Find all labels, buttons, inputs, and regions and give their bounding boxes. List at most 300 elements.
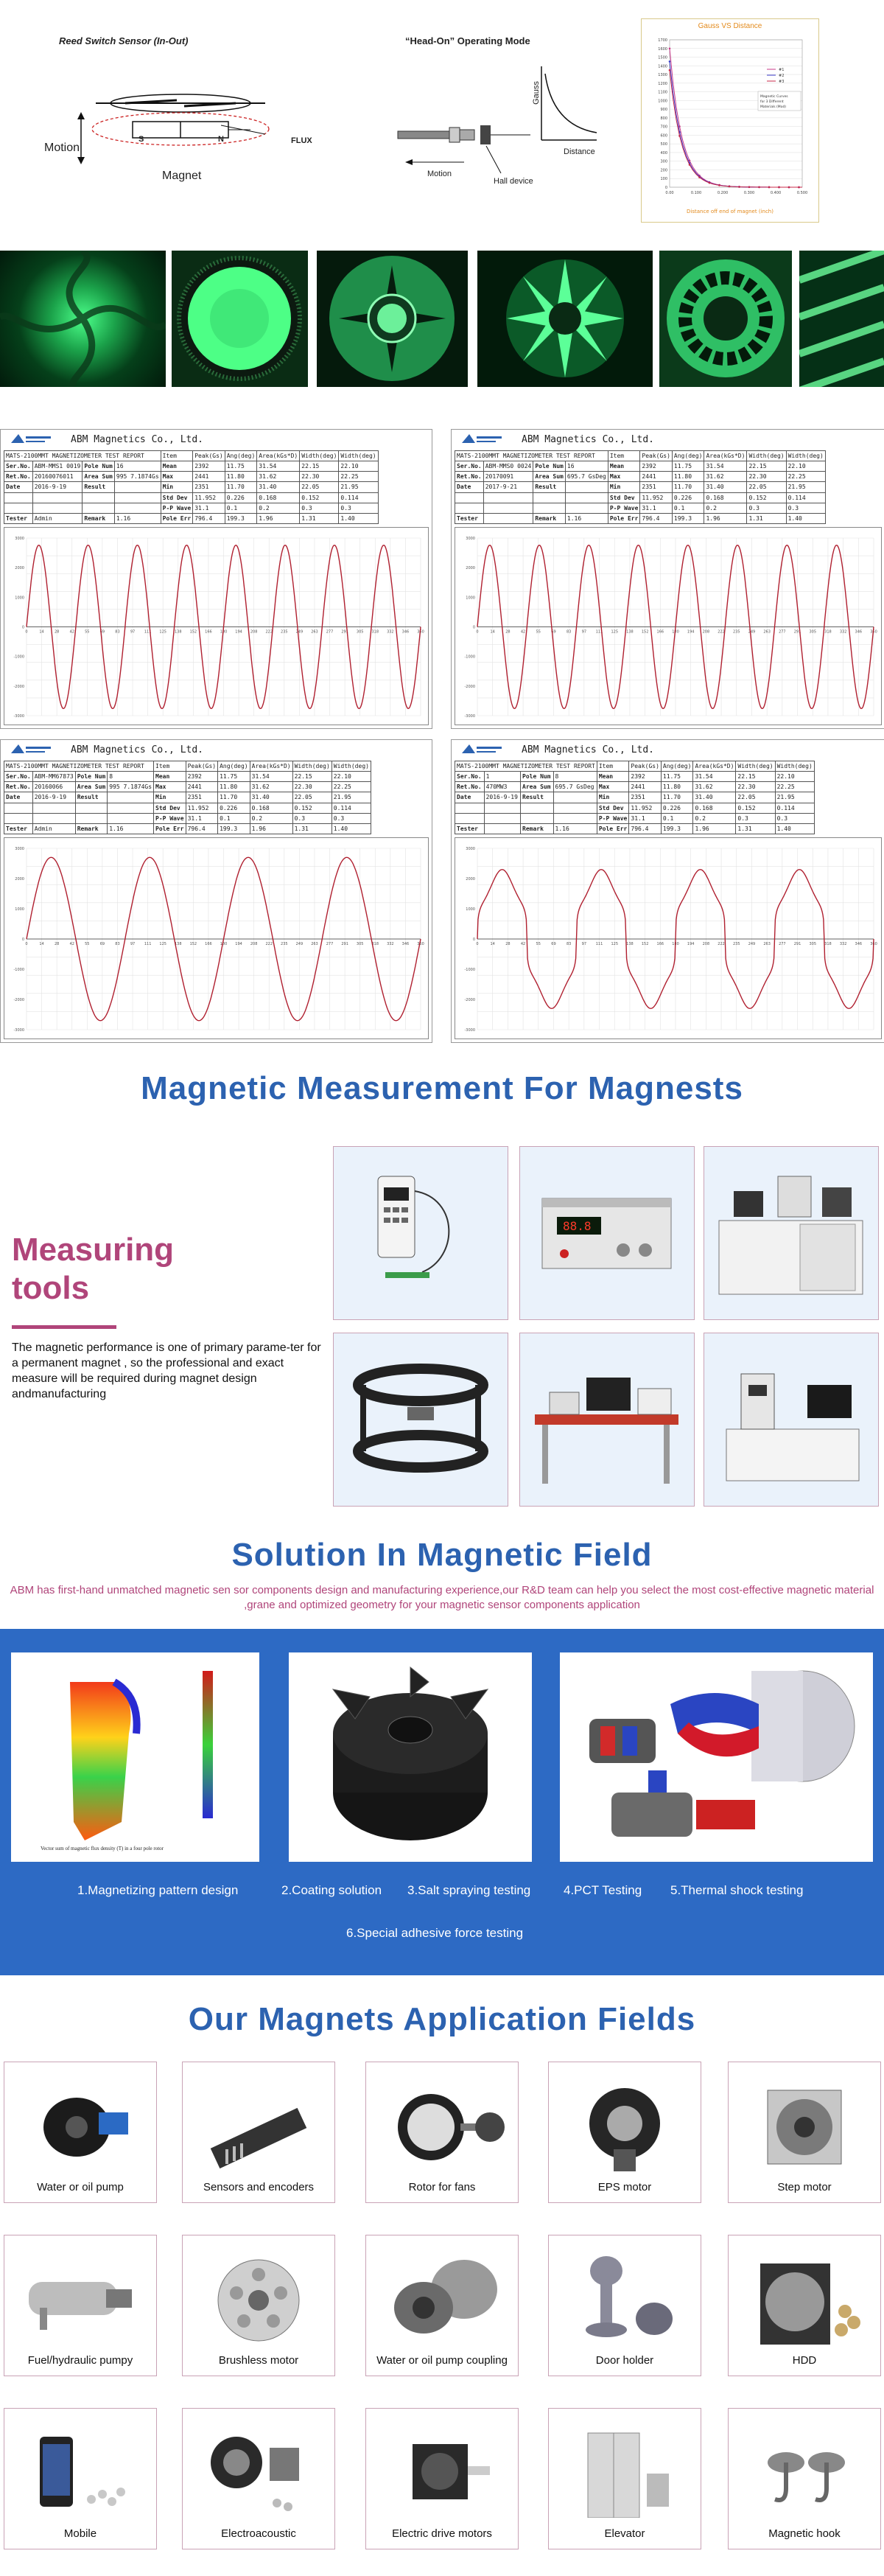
report-row xyxy=(455,813,815,823)
report-table xyxy=(4,450,379,524)
wave-ytick: 0 xyxy=(21,938,24,942)
mobile-image xyxy=(18,2422,143,2518)
wave-ytick: -1000 xyxy=(464,655,475,660)
report-cell xyxy=(483,503,533,513)
wave-xtick: 0 xyxy=(476,942,479,946)
report-cell: 796.4 xyxy=(193,513,225,523)
wave-xtick: 235 xyxy=(281,629,288,635)
report-cell: 11.952 xyxy=(193,492,225,503)
wave-xtick: 263 xyxy=(763,942,771,946)
wave-xtick: 360 xyxy=(417,629,424,635)
report-row xyxy=(455,803,815,813)
report-cell: 2392 xyxy=(193,461,225,472)
report-cell: 0.114 xyxy=(786,492,825,503)
report-cell: 2441 xyxy=(186,782,218,792)
report-cell: 0.168 xyxy=(704,492,747,503)
wave-xtick: 83 xyxy=(566,942,572,946)
report-cell: 20170091 xyxy=(483,472,533,482)
report-cell: Remark xyxy=(533,513,566,523)
application-tile-water-pump xyxy=(4,2062,157,2203)
report-row xyxy=(455,792,815,803)
wave-ytick: -3000 xyxy=(13,714,24,719)
report-cell: 0.3 xyxy=(300,503,339,513)
wave-xtick: 332 xyxy=(839,629,847,635)
application-label: Brushless motor xyxy=(218,2354,299,2367)
report-waveform-chart xyxy=(4,838,428,1039)
wave-ytick: -1000 xyxy=(13,655,24,660)
wave-xtick: 152 xyxy=(189,942,197,946)
application-label: Rotor for fans xyxy=(408,2181,476,2193)
report-cell: 1.96 xyxy=(257,513,300,523)
report-cell: 2351 xyxy=(629,792,662,803)
wave-xtick: 166 xyxy=(656,629,664,635)
report-row xyxy=(455,461,826,472)
report-cell xyxy=(75,803,108,813)
report-cell xyxy=(484,823,520,834)
report-cell: 11.70 xyxy=(661,792,693,803)
wave-ytick: 2000 xyxy=(15,877,24,882)
wave-ytick: 2000 xyxy=(15,566,24,571)
report-row xyxy=(455,451,826,461)
wave-xtick: 305 xyxy=(356,629,364,635)
report-cell: Mean xyxy=(597,772,629,782)
reed-flux-label: FLUX xyxy=(291,136,312,145)
report-cell: 2017-9-21 xyxy=(483,482,533,492)
field-pattern-image xyxy=(172,251,308,387)
wave-xtick: 55 xyxy=(85,942,90,946)
report-cell: Pole Num xyxy=(521,772,554,782)
wave-xtick: 360 xyxy=(870,629,877,635)
report-cell xyxy=(83,492,115,503)
report-cell: 31.54 xyxy=(250,772,292,782)
report-cell: 1.16 xyxy=(565,513,608,523)
report-chart-frame xyxy=(4,527,429,725)
wave-xtick: 28 xyxy=(505,942,511,946)
wave-xtick: 194 xyxy=(687,629,695,635)
wave-ytick: -3000 xyxy=(464,1028,475,1033)
report-row xyxy=(4,461,379,472)
report-cell: 31.62 xyxy=(693,782,736,792)
report-cell xyxy=(565,503,608,513)
report-row xyxy=(4,792,371,803)
report-cell: ABM-MM67873 xyxy=(32,772,75,782)
wave-ytick: 3000 xyxy=(466,847,475,851)
abm-logo xyxy=(10,433,54,447)
report-cell: 1.40 xyxy=(786,513,825,523)
report-cell: Area Sum xyxy=(75,782,108,792)
report-cell: Date xyxy=(455,792,485,803)
report-cell: Mean xyxy=(161,461,193,472)
report-cell: Area Sum xyxy=(83,472,115,482)
report-cell: 22.15 xyxy=(736,772,775,782)
application-label: Fuel/hydraulic pumpy xyxy=(27,2354,133,2367)
report-cell: ABM-MMS1 0019 xyxy=(32,461,83,472)
report-cell: 1.96 xyxy=(250,823,292,834)
wave-xtick: 138 xyxy=(174,942,182,946)
wave-xtick: 263 xyxy=(311,942,318,946)
application-label: Magnetic hook xyxy=(768,2527,841,2540)
report-cell: 22.05 xyxy=(292,792,332,803)
wave-ytick: 2000 xyxy=(466,877,475,882)
application-label: Elevator xyxy=(604,2527,645,2540)
wave-xtick: 152 xyxy=(641,942,649,946)
report-cell: Max xyxy=(154,782,186,792)
report-cell: 0.152 xyxy=(736,803,775,813)
report-cell: 22.25 xyxy=(775,782,814,792)
wave-xtick: 55 xyxy=(536,629,541,635)
report-cell: Min xyxy=(161,482,193,492)
report-row xyxy=(4,482,379,492)
abm-logo xyxy=(10,743,54,758)
report-cell: 31.40 xyxy=(257,482,300,492)
report-cell: MATS-2100MMT MAGNETIZOMETER TEST REPORT xyxy=(455,761,597,772)
report-cell: 0.2 xyxy=(704,503,747,513)
wave-xtick: 346 xyxy=(855,942,863,946)
report-cell: 11.70 xyxy=(218,792,250,803)
report-cell: 470MW3 xyxy=(484,782,520,792)
wave-xtick: 318 xyxy=(371,629,379,635)
report-row xyxy=(455,482,826,492)
report-cell: Max xyxy=(608,472,640,482)
wave-xtick: 249 xyxy=(295,942,304,946)
wave-xtick: 0 xyxy=(476,629,479,635)
electroacoustic-image xyxy=(196,2422,321,2518)
field-pattern-image xyxy=(477,251,653,387)
wave-xtick: 55 xyxy=(536,942,541,946)
gauss-chart-title: Gauss VS Distance xyxy=(698,22,762,30)
report-cell: Area(kGs*D) xyxy=(257,451,300,461)
report-cell: 22.15 xyxy=(292,772,332,782)
report-cell: Remark xyxy=(75,823,108,834)
wave-xtick: 42 xyxy=(520,629,526,635)
report-cell xyxy=(521,813,554,823)
test-report xyxy=(451,739,884,1043)
wave-xtick: 194 xyxy=(235,629,242,635)
fem-simulation-image xyxy=(11,1652,259,1862)
report-cell: 1.31 xyxy=(292,823,332,834)
wave-xtick: 138 xyxy=(626,942,634,946)
electric-drive-motor-image xyxy=(379,2422,505,2518)
report-cell: Width(deg) xyxy=(332,761,371,772)
report-cell: 796.4 xyxy=(186,823,218,834)
report-cell: 31.40 xyxy=(250,792,292,803)
report-cell: Width(deg) xyxy=(747,451,786,461)
report-cell: 0.3 xyxy=(332,813,371,823)
report-cell: 0.3 xyxy=(786,503,825,513)
report-chart-frame xyxy=(4,837,429,1039)
report-cell xyxy=(4,813,33,823)
wave-xtick: 360 xyxy=(417,942,424,946)
application-tile-eps-motor xyxy=(548,2062,701,2203)
wave-xtick: 166 xyxy=(205,629,212,635)
report-cell: Result xyxy=(75,792,108,803)
report-cell: 1.96 xyxy=(704,513,747,523)
water-pump-image xyxy=(18,2076,143,2171)
abm-logo xyxy=(460,433,505,447)
report-cell: Ret.No. xyxy=(4,782,33,792)
application-tile-hdd xyxy=(728,2235,881,2376)
report-cell: 1.96 xyxy=(693,823,736,834)
wave-xtick: 83 xyxy=(115,629,120,635)
report-cell xyxy=(114,492,161,503)
reed-switch-title: Reed Switch Sensor (In-Out) xyxy=(59,35,189,46)
measurement-heading: Magnetic Measurement For Magnests xyxy=(141,1070,743,1106)
report-cell xyxy=(108,803,154,813)
wave-ytick: -2000 xyxy=(464,684,475,689)
wave-xtick: 222 xyxy=(265,942,273,946)
gauss-ytick: 1000 xyxy=(658,99,667,104)
gauss-chart-plot xyxy=(642,32,818,209)
report-cell: 31.1 xyxy=(193,503,225,513)
report-cell: Pole Err xyxy=(597,823,629,834)
wave-xtick: 208 xyxy=(250,942,258,946)
report-cell: 31.40 xyxy=(704,482,747,492)
report-cell: Admin xyxy=(32,823,75,834)
report-row xyxy=(4,492,379,503)
wave-xtick: 332 xyxy=(387,942,394,946)
report-company: ABM Magnetics Co., Ltd. xyxy=(522,744,655,755)
gauss-ytick: 400 xyxy=(660,150,667,156)
gauss-ytick: 1100 xyxy=(658,90,667,95)
report-waveform-chart xyxy=(455,528,881,725)
report-cell: 1 xyxy=(484,772,520,782)
report-cell: 2392 xyxy=(186,772,218,782)
wave-xtick: 318 xyxy=(824,629,832,635)
report-cell: Ser.No. xyxy=(455,772,485,782)
report-cell: Mean xyxy=(154,772,186,782)
wave-xtick: 208 xyxy=(250,629,258,635)
report-cell: 22.10 xyxy=(786,461,825,472)
wave-xtick: 180 xyxy=(220,942,228,946)
wave-xtick: 138 xyxy=(174,629,182,635)
gauss-note-line: for 3 Different xyxy=(760,100,784,104)
head-on-diagram xyxy=(383,29,604,199)
report-cell: Std Dev xyxy=(597,803,629,813)
wave-xtick: 55 xyxy=(85,629,90,635)
report-cell: 31.1 xyxy=(640,503,673,513)
report-cell: 11.75 xyxy=(218,772,250,782)
report-cell: 1.40 xyxy=(332,823,371,834)
report-cell: Width(deg) xyxy=(786,451,825,461)
report-cell: 0.114 xyxy=(775,803,814,813)
wave-xtick: 277 xyxy=(326,629,334,635)
report-header xyxy=(452,740,884,761)
application-label: Water or oil pump xyxy=(37,2181,124,2193)
report-cell: Item xyxy=(608,451,640,461)
report-cell: Pole Err xyxy=(161,513,193,523)
report-cell: ABM-MMS0 0024 xyxy=(483,461,533,472)
report-cell: 22.30 xyxy=(736,782,775,792)
wave-xtick: 263 xyxy=(311,629,318,635)
report-cell: 2441 xyxy=(640,472,673,482)
report-cell: Peak(Gs) xyxy=(640,451,673,461)
wave-xtick: 69 xyxy=(551,629,556,635)
report-cell: Remark xyxy=(83,513,115,523)
magnetic-hook-image xyxy=(742,2422,867,2518)
report-cell: Ang(deg) xyxy=(225,451,257,461)
gauss-legend-label: #3 xyxy=(779,80,785,84)
report-cell: 22.05 xyxy=(300,482,339,492)
reed-motion-label: Motion xyxy=(44,142,80,154)
field-pattern-image xyxy=(659,251,792,387)
report-cell: Ret.No. xyxy=(4,472,33,482)
report-cell xyxy=(533,503,566,513)
computer-test-station-photo xyxy=(704,1333,879,1507)
gauss-xtick: 0.200 xyxy=(717,191,729,195)
report-cell: 1.40 xyxy=(339,513,378,523)
report-cell: 0.152 xyxy=(292,803,332,813)
report-cell: 995 7.1874Gs xyxy=(108,782,154,792)
report-cell xyxy=(4,492,33,503)
report-cell xyxy=(32,503,83,513)
report-cell: 0.226 xyxy=(661,803,693,813)
abm-logo xyxy=(460,743,505,758)
fan-rotor-image xyxy=(379,2076,505,2171)
wave-xtick: 152 xyxy=(641,629,649,635)
wave-xtick: 346 xyxy=(401,629,410,635)
report-cell xyxy=(484,813,520,823)
magnetic-coupling-panel xyxy=(560,1652,873,1862)
gauss-ytick: 1500 xyxy=(658,55,667,60)
solution-item: 4.PCT Testing xyxy=(564,1883,642,1897)
report-cell: Date xyxy=(4,482,33,492)
report-cell: Std Dev xyxy=(154,803,186,813)
report-cell: 31.54 xyxy=(693,772,736,782)
report-cell: 0.152 xyxy=(300,492,339,503)
report-cell: Peak(Gs) xyxy=(186,761,218,772)
hdd-image xyxy=(742,2249,867,2345)
report-company: ABM Magnetics Co., Ltd. xyxy=(71,744,204,755)
wave-xtick: 180 xyxy=(220,629,228,635)
measuring-description: The magnetic performance is one of primary parame-ter for a permanent magnet , so the professional and exact measure will be required during magnet design andmanufacturing xyxy=(12,1341,321,1400)
wave-ytick: -2000 xyxy=(464,998,475,1002)
application-label: Step motor xyxy=(777,2181,832,2193)
report-cell: Area(kGs*D) xyxy=(704,451,747,461)
report-cell: Pole Err xyxy=(154,823,186,834)
report-cell: Max xyxy=(597,782,629,792)
wave-ytick: 1000 xyxy=(15,596,24,601)
test-report xyxy=(0,739,432,1043)
wave-xtick: 180 xyxy=(672,629,679,635)
wave-ytick: -1000 xyxy=(13,968,24,972)
report-cell: 0.3 xyxy=(736,813,775,823)
report-cell: 199.3 xyxy=(218,823,250,834)
report-cell: Date xyxy=(455,482,484,492)
report-cell: Tester xyxy=(455,513,484,523)
wave-xtick: 97 xyxy=(581,942,587,946)
reed-s-label: S xyxy=(138,135,144,144)
report-cell: Mean xyxy=(608,461,640,472)
report-cell: Ang(deg) xyxy=(218,761,250,772)
application-label: Water or oil pump coupling xyxy=(376,2354,508,2367)
head-on-distance-label: Distance xyxy=(564,147,595,156)
wave-xtick: 97 xyxy=(130,629,136,635)
gauss-ytick: 900 xyxy=(660,108,667,113)
wave-ytick: 3000 xyxy=(15,847,24,851)
measuring-word: Measuring xyxy=(12,1232,175,1268)
application-label: Door holder xyxy=(595,2354,654,2367)
report-cell: 2392 xyxy=(629,772,662,782)
wave-xtick: 111 xyxy=(144,629,152,635)
report-cell: Ret.No. xyxy=(455,472,484,482)
gauss-xtick: 0.100 xyxy=(690,191,702,195)
wave-xtick: 277 xyxy=(779,942,786,946)
wave-xtick: 14 xyxy=(490,942,495,946)
report-cell: Pole Err xyxy=(608,513,640,523)
field-pattern-image xyxy=(799,251,884,387)
report-cell: 31.54 xyxy=(257,461,300,472)
wave-ytick: 1000 xyxy=(466,596,475,601)
report-cell: 796.4 xyxy=(629,823,662,834)
report-cell: 0.3 xyxy=(292,813,332,823)
wave-xtick: 166 xyxy=(205,942,212,946)
report-cell xyxy=(533,492,566,503)
report-cell: 0.114 xyxy=(332,803,371,813)
gauss-ytick: 0 xyxy=(664,186,667,190)
report-cell: Width(deg) xyxy=(339,451,378,461)
application-label: Electric drive motors xyxy=(392,2527,492,2540)
report-cell xyxy=(4,503,33,513)
report-cell: 21.95 xyxy=(775,792,814,803)
report-cell: 0.226 xyxy=(225,492,257,503)
report-cell xyxy=(32,803,75,813)
report-cell: 22.25 xyxy=(339,472,378,482)
report-cell: Pole Num xyxy=(75,772,108,782)
report-cell: 11.75 xyxy=(672,461,704,472)
report-cell: 31.62 xyxy=(257,472,300,482)
gauss-series-line xyxy=(670,70,802,187)
reed-n-label: N xyxy=(218,135,224,144)
report-cell: Area(kGs*D) xyxy=(250,761,292,772)
report-cell: 0.1 xyxy=(661,813,693,823)
elevator-image xyxy=(562,2422,687,2518)
application-tile-elevator xyxy=(548,2408,701,2549)
report-table xyxy=(455,450,826,524)
step-motor-image xyxy=(742,2076,867,2171)
report-chart-frame xyxy=(455,837,882,1039)
gaussmeter-photo xyxy=(333,1146,508,1320)
application-tile-brushless-motor xyxy=(182,2235,335,2376)
gauss-legend-label: #2 xyxy=(779,74,785,78)
reed-switch-diagram xyxy=(44,29,354,199)
gauss-ytick: 100 xyxy=(660,177,667,182)
gauss-note-line: Magnetic Curves xyxy=(760,95,788,99)
report-waveform-chart xyxy=(455,838,881,1039)
report-cell xyxy=(4,803,33,813)
wave-xtick: 0 xyxy=(25,942,28,946)
application-tile-pump-coupling xyxy=(365,2235,519,2376)
solution-heading: Solution In Magnetic Field xyxy=(231,1537,653,1573)
wave-xtick: 69 xyxy=(551,942,556,946)
report-cell: 22.10 xyxy=(775,772,814,782)
application-label: Sensors and encoders xyxy=(203,2181,315,2193)
report-cell xyxy=(455,503,484,513)
report-table xyxy=(4,761,371,834)
report-cell: 695.7 GsDeg xyxy=(553,782,597,792)
svg-text:88.8: 88.8 xyxy=(563,1219,592,1233)
report-row xyxy=(4,761,371,772)
eps-motor-image xyxy=(562,2076,687,2171)
report-cell: 22.10 xyxy=(332,772,371,782)
wave-xtick: 332 xyxy=(387,629,394,635)
application-tile-mobile xyxy=(4,2408,157,2549)
gauss-xtick: 0.300 xyxy=(743,191,755,195)
report-cell: 2016-9-19 xyxy=(32,792,75,803)
report-cell: 21.95 xyxy=(339,482,378,492)
wave-ytick: -2000 xyxy=(13,684,24,689)
report-cell: Width(deg) xyxy=(292,761,332,772)
test-report xyxy=(0,429,432,729)
